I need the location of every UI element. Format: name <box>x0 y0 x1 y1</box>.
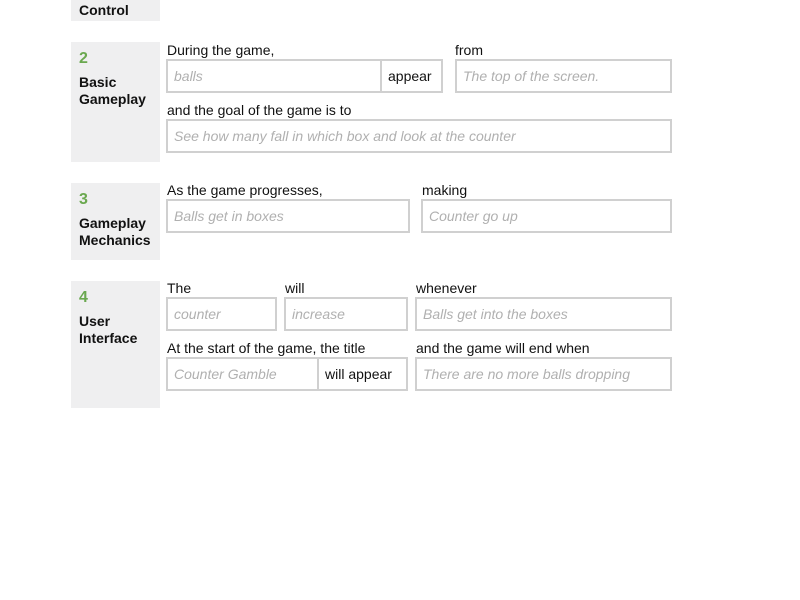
object-field[interactable]: balls <box>166 59 382 93</box>
section-4-box <box>71 281 160 408</box>
section-3-number: 3 <box>79 191 88 208</box>
section-2-title: Basic Gameplay <box>79 74 146 107</box>
section-3-box <box>71 183 160 260</box>
counter-field[interactable]: counter <box>166 297 277 331</box>
label-whenever: whenever <box>416 280 477 296</box>
section-4-title: User Interface <box>79 313 138 346</box>
label-during-game: During the game, <box>167 42 275 58</box>
section-2-number: 2 <box>79 50 88 67</box>
label-making: making <box>422 182 468 198</box>
section-4-number: 4 <box>79 289 88 306</box>
location-field[interactable]: The top of the screen. <box>455 59 672 93</box>
label-the: The <box>167 280 192 296</box>
label-start-title: At the start of the game, the title <box>167 340 366 356</box>
making-field[interactable]: Counter go up <box>421 199 672 233</box>
goal-field[interactable]: See how many fall in which box and look at the counter <box>166 119 672 153</box>
section-2-box <box>71 42 160 162</box>
label-game-end: and the game will end when <box>416 340 590 356</box>
progress-field[interactable]: Balls get in boxes <box>166 199 410 233</box>
section-1-title: Control <box>79 2 129 18</box>
title-field[interactable]: Counter Gamble <box>166 357 319 391</box>
section-3-title: Gameplay Mechanics <box>79 215 151 248</box>
whenever-field[interactable]: Balls get into the boxes <box>415 297 672 331</box>
label-will: will <box>285 280 305 296</box>
section-1-box <box>71 0 160 21</box>
label-from: from <box>455 42 483 58</box>
label-goal: and the goal of the game is to <box>167 102 352 118</box>
increase-field[interactable]: increase <box>284 297 408 331</box>
end-condition-field[interactable]: There are no more balls dropping <box>415 357 672 391</box>
label-progresses: As the game progresses, <box>167 182 323 198</box>
appear-fixed-text: appear <box>381 59 443 93</box>
will-appear-fixed-text: will appear <box>318 357 408 391</box>
